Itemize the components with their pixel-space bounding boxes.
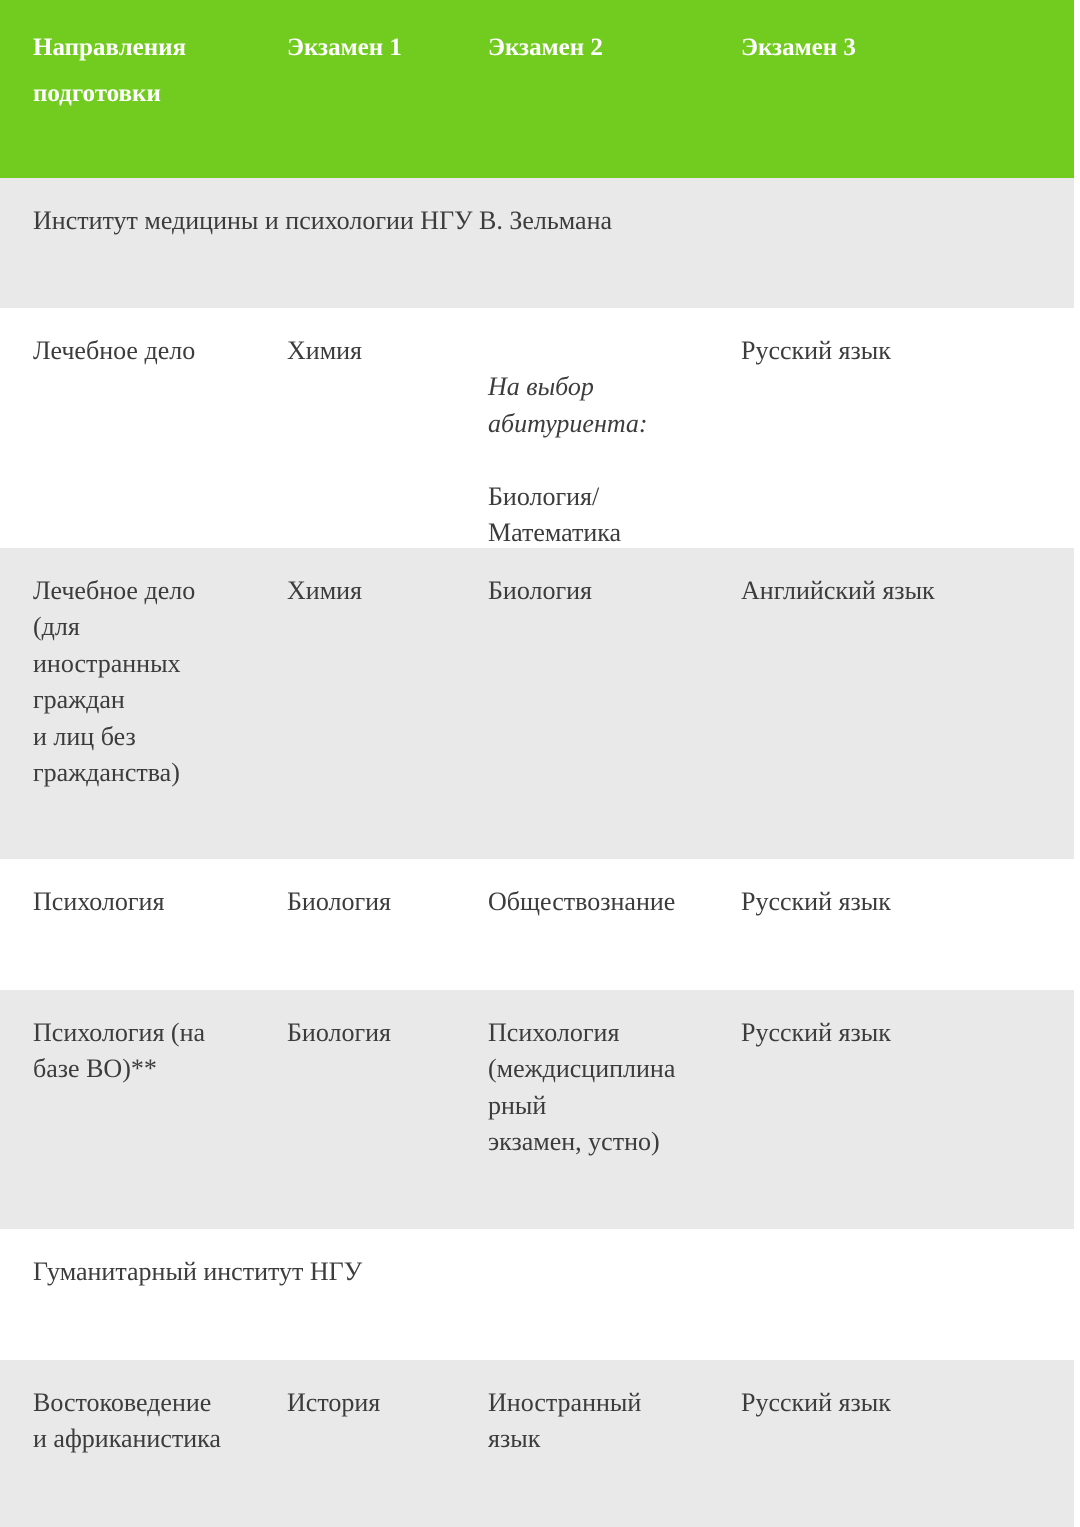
- exam-2-options: Биология/ Математика: [488, 481, 622, 548]
- table-row: [0, 548, 1074, 859]
- exam-3-cell: Русский язык: [741, 887, 891, 916]
- exam-3-cell: Русский язык: [741, 336, 891, 365]
- direction-cell: Лечебное дело: [33, 336, 196, 365]
- exam-2-cell: Обществознание: [488, 887, 676, 916]
- exam-1-cell: Химия: [287, 576, 363, 605]
- table-row: [0, 990, 1074, 1229]
- exam-2-cell: Иностранный язык: [488, 1388, 642, 1454]
- section-title: Институт медицины и психологии НГУ В. Зельмана: [33, 206, 613, 235]
- direction-cell: Психология (на базе ВО)**: [33, 1018, 206, 1084]
- section-row-medicine-psychology: [0, 178, 1074, 308]
- direction-cell: Лечебное дело (для иностранных граждан и лиц без гражданства): [33, 576, 196, 788]
- header-exam-1: Экзамен 1: [287, 34, 402, 61]
- exam-3-cell: Русский язык: [741, 1388, 891, 1417]
- table-header-row: [0, 0, 1074, 178]
- section-title: Гуманитарный институт НГУ: [33, 1257, 363, 1286]
- direction-cell: Психология: [33, 887, 165, 916]
- exam-3-cell: Английский язык: [741, 576, 935, 605]
- header-exam-3: Экзамен 3: [741, 34, 856, 61]
- table-row: [0, 1360, 1074, 1527]
- table-row: [0, 308, 1074, 548]
- header-directions: Направления подготовки: [33, 34, 187, 107]
- table-row: [0, 859, 1074, 990]
- exam-1-cell: История: [287, 1388, 381, 1417]
- exam-3-cell: Русский язык: [741, 1018, 891, 1047]
- exam-1-cell: Химия: [287, 336, 363, 365]
- header-exam-2: Экзамен 2: [488, 34, 603, 61]
- exam-2-choice-note: На выбор абитуриента:: [488, 372, 648, 438]
- exam-1-cell: Биология: [287, 1018, 392, 1047]
- exam-2-cell: Психология (междисциплина рный экзамен, устно): [488, 1018, 676, 1157]
- exam-1-cell: Биология: [287, 887, 392, 916]
- exam-2-cell: Биология: [488, 576, 593, 605]
- section-row-humanities: [0, 1229, 1074, 1360]
- direction-cell: Востоковедение и африканистика: [33, 1388, 221, 1454]
